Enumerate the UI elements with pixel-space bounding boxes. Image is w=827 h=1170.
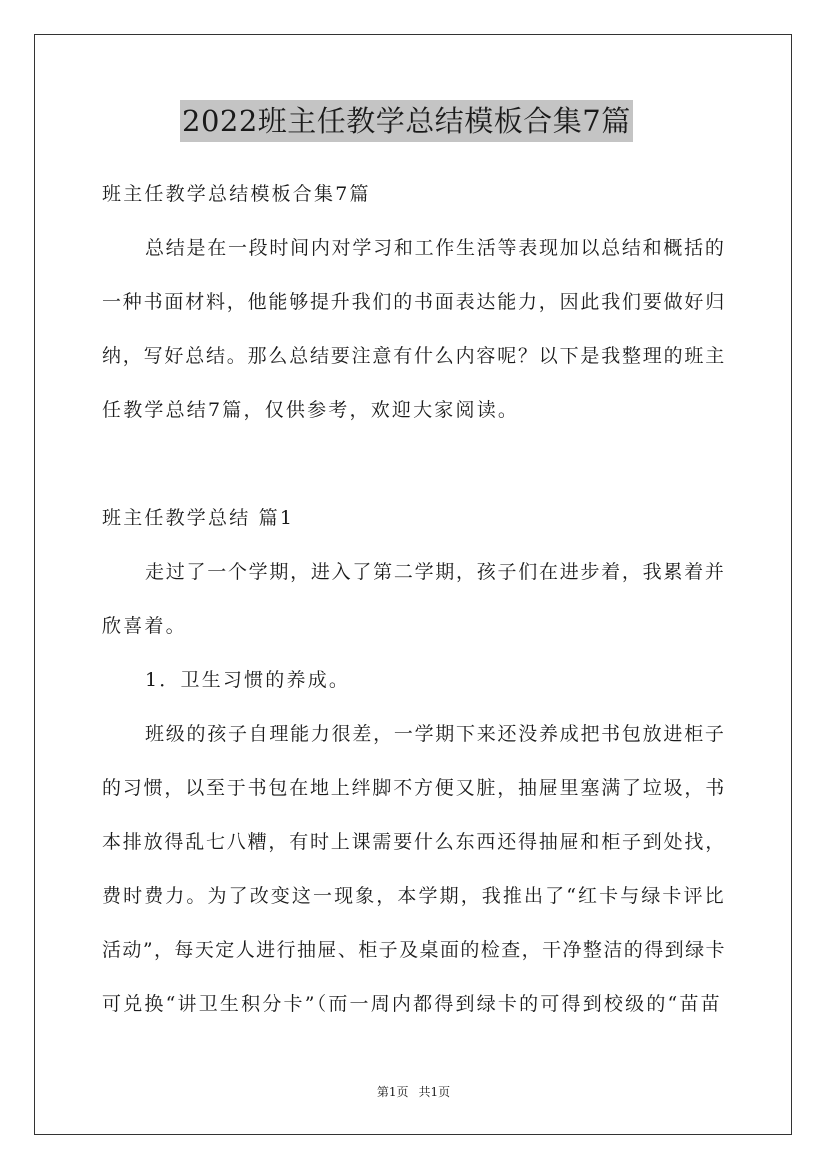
paragraph-line: 费时费力。为了改变这一现象，本学期，我推出了“红卡与绿卡评比 bbox=[102, 885, 726, 907]
section-heading: 班主任教学总结 篇1 bbox=[102, 507, 295, 529]
intro-line: 一种书面材料，他能够提升我们的书面表达能力，因此我们要做好归 bbox=[102, 291, 727, 313]
paragraph-line: 活动”，每天定人进行抽屉、柜子及桌面的检查，干净整洁的得到绿卡 bbox=[102, 939, 726, 961]
intro-line: 任教学总结7篇，仅供参考，欢迎大家阅读。 bbox=[102, 399, 520, 421]
document-title: 2022班主任教学总结模板合集7篇 bbox=[180, 100, 633, 142]
page-footer bbox=[0, 1084, 827, 1100]
document-subtitle: 班主任教学总结模板合集7篇 bbox=[102, 183, 371, 205]
intro-line: 总结是在一段时间内对学习和工作生活等表现加以总结和概括的 bbox=[145, 237, 726, 259]
paragraph-line: 走过了一个学期，进入了第二学期，孩子们在进步着，我累着并 bbox=[145, 561, 726, 583]
paragraph-line: 欣喜着。 bbox=[102, 615, 187, 637]
paragraph-line: 本排放得乱七八糟，有时上课需要什么东西还得抽屉和柜子到处找， bbox=[102, 831, 727, 853]
list-item: 1．卫生习惯的养成。 bbox=[145, 669, 351, 691]
paragraph-line: 的习惯，以至于书包在地上绊脚不方便又脏，抽屉里塞满了垃圾，书 bbox=[102, 777, 727, 799]
paragraph-line: 班级的孩子自理能力很差，一学期下来还没养成把书包放进柜子 bbox=[145, 723, 726, 745]
page-number: 第1页 bbox=[376, 1085, 409, 1099]
paragraph-line: 可兑换“讲卫生积分卡”（而一周内都得到绿卡的可得到校级的“苗苗 bbox=[102, 993, 722, 1015]
page-total: 共1页 bbox=[418, 1085, 451, 1099]
intro-line: 纳，写好总结。那么总结要注意有什么内容呢？以下是我整理的班主 bbox=[102, 345, 727, 367]
